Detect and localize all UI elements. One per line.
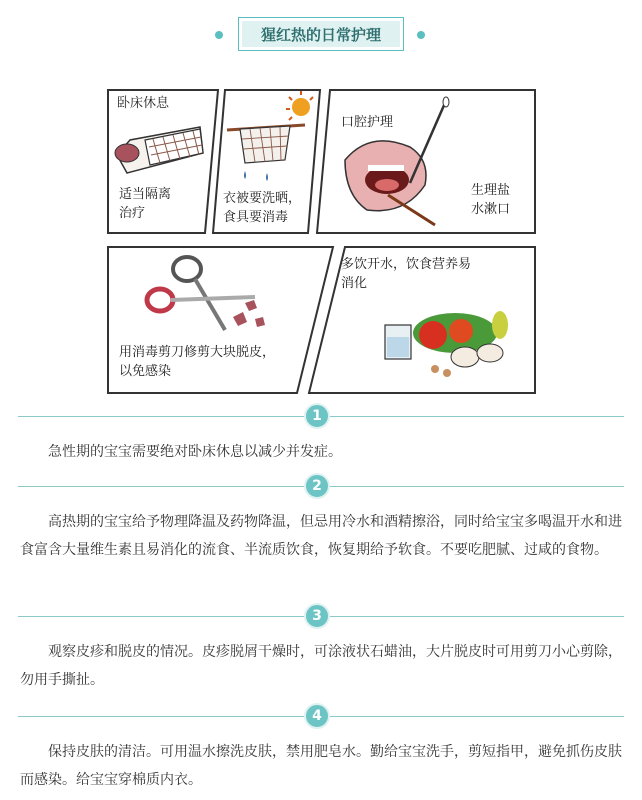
- panel-1-caption-line: 治疗: [119, 206, 146, 221]
- section-3-text: 观察皮疹和脱皮的情况。皮疹脱屑干燥时，可涂液状石蜡油，大片脱皮时可用剪刀小心剪除，勿用手撕扯。: [20, 644, 622, 688]
- section-number-badge: 1: [304, 403, 330, 429]
- section-1-text: 急性期的宝宝需要绝对卧床休息以减少并发症。: [48, 444, 342, 460]
- section-4-divider: [18, 703, 624, 731]
- section-3-divider: [18, 603, 624, 631]
- care-illustration: [105, 85, 537, 397]
- panel-3-caption: [471, 181, 510, 219]
- section-number-badge: 3: [304, 603, 330, 629]
- panel-2-caption: [223, 189, 301, 227]
- title-left-dot: [215, 31, 223, 39]
- panel-4-caption-line: 用消毒剪刀修剪大块脱皮，: [119, 345, 276, 360]
- panel-3-caption-line: 水漱口: [471, 202, 511, 217]
- panel-1-caption: [119, 185, 171, 223]
- panel-3-heading: 口腔护理: [341, 115, 394, 130]
- panel-5-caption-line: 消化: [341, 276, 368, 291]
- page-title: 猩红热的日常护理: [242, 21, 400, 47]
- section-2-divider: [18, 473, 624, 501]
- panel-1-caption-line: 适当隔离: [119, 187, 172, 202]
- section-number-badge: 2: [304, 473, 330, 499]
- panel-5-caption-line: 多饮开水，饮食营养易: [341, 257, 472, 272]
- section-4-text: 保持皮肤的清洁。可用温水擦洗皮肤，禁用肥皂水。勤给宝宝洗手，剪短指甲，避免抓伤皮肤而感染。给宝宝穿棉质内衣。: [20, 744, 622, 788]
- panel-4-caption: [119, 343, 275, 381]
- title-box: [238, 17, 404, 51]
- section-1-divider: [18, 403, 624, 431]
- panel-2-caption-line: 食具要消毒: [223, 210, 289, 225]
- section-2-text: 高热期的宝宝给予物理降温及药物降温，但忌用冷水和酒精擦浴，同时给宝宝多喝温开水和进食富含大量维生素且易消化的流食、半流质饮食，恢复期给予软食。不要吃肥腻、过咸的食物。: [20, 514, 622, 558]
- panel-5-caption: [341, 255, 471, 293]
- title-banner: [0, 15, 642, 55]
- title-right-dot: [417, 31, 425, 39]
- section-number-badge: 4: [304, 703, 330, 729]
- panel-1-heading: 卧床休息: [117, 96, 170, 111]
- panel-4-caption-line: 以免感染: [119, 364, 172, 379]
- panel-2-caption-line: 衣被要洗晒，: [223, 191, 302, 206]
- panel-3-caption-line: 生理盐: [471, 183, 511, 198]
